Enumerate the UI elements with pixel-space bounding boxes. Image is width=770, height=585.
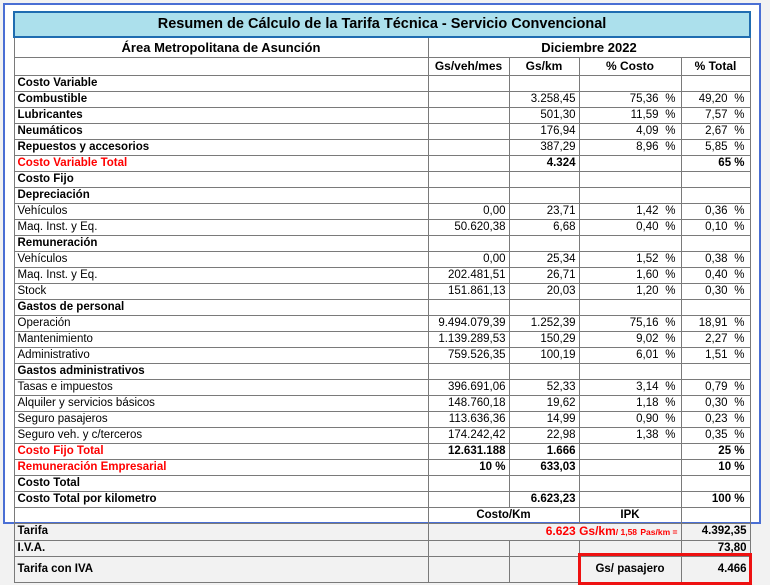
row-label: Seguro veh. y c/terceros [14, 427, 428, 443]
row-label: Vehículos [14, 203, 428, 219]
tarifa-value-red: 6.623 Gs/km [545, 523, 616, 538]
row-km: 4.324 [509, 155, 579, 171]
tarifa-label: Tarifa [14, 523, 428, 540]
row-label: Maq. Inst. y Eq. [14, 267, 428, 283]
table-row [14, 139, 750, 155]
row-pct-total: 0,35 % [681, 427, 750, 443]
tarifa-iva-unit: Gs/ pasajero [579, 556, 681, 582]
region-label: Área Metropolitana de Asunción [14, 37, 428, 57]
table-row [14, 315, 750, 331]
row-veh-mes [428, 107, 509, 123]
row-pct-total: 25 % [681, 443, 750, 459]
row-km: 1.666 [509, 443, 579, 459]
row-pct-total: 18,91 % [681, 315, 750, 331]
row-label: Tasas e impuestos [14, 379, 428, 395]
row-label: Costo Variable Total [14, 155, 428, 171]
row-pct-costo [579, 299, 681, 315]
row-label: Administrativo [14, 347, 428, 363]
table-row [14, 187, 750, 203]
row-veh-mes [428, 75, 509, 91]
tarifa-result: 4.392,35 [681, 523, 750, 540]
table-row [14, 75, 750, 91]
row-km: 6.623,23 [509, 491, 579, 507]
row-pct-costo [579, 363, 681, 379]
row-pct-costo: 11,59 % [579, 107, 681, 123]
row-pct-costo [579, 155, 681, 171]
tarifa-con-iva-row [14, 556, 750, 582]
table-row [14, 171, 750, 187]
row-label: Costo Fijo [14, 171, 428, 187]
column-header-pct-costo: % Costo [579, 57, 681, 75]
row-km [509, 475, 579, 491]
tarifa-iva-value: 4.466 [681, 556, 750, 582]
column-header-label [14, 57, 428, 75]
table-row [14, 347, 750, 363]
row-pct-total [681, 235, 750, 251]
row-pct-costo: 1,38 % [579, 427, 681, 443]
row-pct-costo [579, 187, 681, 203]
row-veh-mes [428, 491, 509, 507]
iva-blank-3 [579, 540, 681, 556]
row-pct-costo: 3,14 % [579, 379, 681, 395]
row-veh-mes: 0,00 [428, 251, 509, 267]
period-label: Diciembre 2022 [428, 37, 750, 57]
table-row [14, 251, 750, 267]
table-row [14, 427, 750, 443]
row-km: 23,71 [509, 203, 579, 219]
table-row [14, 363, 750, 379]
iva-row [14, 540, 750, 556]
row-pct-total: 0,79 % [681, 379, 750, 395]
table-row [14, 91, 750, 107]
row-label: Costo Total por kilometro [14, 491, 428, 507]
row-pct-total: 2,27 % [681, 331, 750, 347]
table-row [14, 395, 750, 411]
table-row [14, 283, 750, 299]
row-label: Costo Total [14, 475, 428, 491]
table-row [14, 475, 750, 491]
row-veh-mes [428, 155, 509, 171]
row-pct-total: 1,51 % [681, 347, 750, 363]
row-km: 3.258,45 [509, 91, 579, 107]
row-label: Alquiler y servicios básicos [14, 395, 428, 411]
row-pct-costo [579, 491, 681, 507]
row-label: Remuneración Empresarial [14, 459, 428, 475]
row-label: Costo Variable [14, 75, 428, 91]
row-label: Maq. Inst. y Eq. [14, 219, 428, 235]
row-pct-total [681, 475, 750, 491]
row-pct-costo: 75,16 % [579, 315, 681, 331]
tarifa-con-iva-label: Tarifa con IVA [14, 556, 428, 582]
row-veh-mes: 174.242,42 [428, 427, 509, 443]
row-km: 150,29 [509, 331, 579, 347]
row-pct-total: 5,85 % [681, 139, 750, 155]
row-pct-total: 49,20 % [681, 91, 750, 107]
table-row [14, 411, 750, 427]
table-row [14, 219, 750, 235]
row-veh-mes: 113.636,36 [428, 411, 509, 427]
row-km: 52,33 [509, 379, 579, 395]
row-pct-total: 0,40 % [681, 267, 750, 283]
row-km: 14,99 [509, 411, 579, 427]
row-pct-costo: 8,96 % [579, 139, 681, 155]
table-row [14, 155, 750, 171]
row-label: Stock [14, 283, 428, 299]
table-row [14, 443, 750, 459]
tarifa-iva-blank-1 [428, 556, 509, 582]
ipk-header: IPK [579, 507, 681, 523]
table-row [14, 267, 750, 283]
tarifa-formula [428, 523, 681, 540]
row-pct-total [681, 299, 750, 315]
row-pct-costo [579, 75, 681, 91]
row-pct-costo: 1,42 % [579, 203, 681, 219]
row-pct-costo: 75,36 % [579, 91, 681, 107]
iva-label: I.V.A. [14, 540, 428, 556]
page-title: Resumen de Cálculo de la Tarifa Técnica - Servicio Convencional [14, 12, 750, 37]
row-pct-total: 0,38 % [681, 251, 750, 267]
table-subheader-row [14, 37, 750, 57]
row-pct-total: 0,23 % [681, 411, 750, 427]
table-row [14, 379, 750, 395]
row-label: Depreciación [14, 187, 428, 203]
iva-value: 73,80 [681, 540, 750, 556]
table-row [14, 299, 750, 315]
row-pct-costo: 6,01 % [579, 347, 681, 363]
row-pct-total: 65 % [681, 155, 750, 171]
row-veh-mes: 759.526,35 [428, 347, 509, 363]
row-km [509, 171, 579, 187]
row-pct-costo: 0,40 % [579, 219, 681, 235]
row-veh-mes: 202.481,51 [428, 267, 509, 283]
row-veh-mes [428, 187, 509, 203]
table-row [14, 235, 750, 251]
row-pct-total: 10 % [681, 459, 750, 475]
row-pct-total [681, 171, 750, 187]
row-label: Gastos de personal [14, 299, 428, 315]
row-pct-costo [579, 235, 681, 251]
tariff-summary-table [13, 11, 751, 583]
row-label: Mantenimiento [14, 331, 428, 347]
row-pct-total [681, 75, 750, 91]
row-pct-costo [579, 443, 681, 459]
table-row [14, 331, 750, 347]
row-veh-mes: 0,00 [428, 203, 509, 219]
row-pct-total: 0,36 % [681, 203, 750, 219]
row-km [509, 187, 579, 203]
row-km [509, 363, 579, 379]
row-km: 6,68 [509, 219, 579, 235]
row-km: 26,71 [509, 267, 579, 283]
row-label: Seguro pasajeros [14, 411, 428, 427]
row-pct-total: 0,30 % [681, 283, 750, 299]
table-row [14, 491, 750, 507]
column-header-km: Gs/km [509, 57, 579, 75]
row-label: Combustible [14, 91, 428, 107]
row-label: Remuneración [14, 235, 428, 251]
row-veh-mes: 1.139.289,53 [428, 331, 509, 347]
row-label: Costo Fijo Total [14, 443, 428, 459]
row-km: 387,29 [509, 139, 579, 155]
footer-blank-cell [14, 507, 428, 523]
costo-km-header: Costo/Km [428, 507, 579, 523]
row-veh-mes [428, 171, 509, 187]
row-veh-mes: 12.631.188 [428, 443, 509, 459]
row-pct-total: 100 % [681, 491, 750, 507]
row-km [509, 235, 579, 251]
table-row [14, 107, 750, 123]
row-pct-costo: 0,90 % [579, 411, 681, 427]
row-pct-costo: 1,60 % [579, 267, 681, 283]
iva-blank-1 [428, 540, 509, 556]
row-veh-mes [428, 235, 509, 251]
row-km: 100,19 [509, 347, 579, 363]
row-pct-costo [579, 475, 681, 491]
row-pct-total: 7,57 % [681, 107, 750, 123]
row-label: Repuestos y accesorios [14, 139, 428, 155]
row-km: 19,62 [509, 395, 579, 411]
row-veh-mes: 148.760,18 [428, 395, 509, 411]
row-veh-mes [428, 299, 509, 315]
row-veh-mes: 10 % [428, 459, 509, 475]
row-pct-costo: 1,52 % [579, 251, 681, 267]
spreadsheet-frame [3, 3, 761, 575]
row-pct-total [681, 187, 750, 203]
column-header-row [14, 57, 750, 75]
row-km: 633,03 [509, 459, 579, 475]
iva-blank-2 [509, 540, 579, 556]
table-body [14, 12, 750, 507]
footer-blank-cell-2 [681, 507, 750, 523]
row-veh-mes: 9.494.079,39 [428, 315, 509, 331]
row-veh-mes [428, 363, 509, 379]
row-label: Vehículos [14, 251, 428, 267]
spreadsheet-inner [13, 11, 751, 575]
table-title-row [14, 12, 750, 37]
tarifa-iva-blank-2 [509, 556, 579, 582]
column-header-veh-mes: Gs/veh/mes [428, 57, 509, 75]
row-veh-mes [428, 139, 509, 155]
row-pct-costo: 1,20 % [579, 283, 681, 299]
row-km [509, 299, 579, 315]
row-pct-costo [579, 459, 681, 475]
column-header-pct-total: % Total [681, 57, 750, 75]
row-km: 20,03 [509, 283, 579, 299]
row-km: 22,98 [509, 427, 579, 443]
tarifa-divisor: / 1,58 [615, 526, 638, 537]
row-km: 1.252,39 [509, 315, 579, 331]
row-km [509, 75, 579, 91]
row-km: 501,30 [509, 107, 579, 123]
table-row [14, 459, 750, 475]
row-pct-total [681, 363, 750, 379]
row-veh-mes [428, 475, 509, 491]
row-pct-costo: 4,09 % [579, 123, 681, 139]
row-pct-total: 2,67 % [681, 123, 750, 139]
row-veh-mes [428, 123, 509, 139]
row-label: Lubricantes [14, 107, 428, 123]
row-pct-costo: 9,02 % [579, 331, 681, 347]
row-veh-mes: 50.620,38 [428, 219, 509, 235]
row-km: 25,34 [509, 251, 579, 267]
table-row [14, 203, 750, 219]
row-pct-costo [579, 171, 681, 187]
row-label: Gastos administrativos [14, 363, 428, 379]
row-veh-mes: 396.691,06 [428, 379, 509, 395]
table-row [14, 123, 750, 139]
tarifa-row [14, 523, 750, 540]
row-pct-costo: 1,18 % [579, 395, 681, 411]
row-pct-total: 0,30 % [681, 395, 750, 411]
footer-subheader-row [14, 507, 750, 523]
row-label: Operación [14, 315, 428, 331]
row-veh-mes: 151.861,13 [428, 283, 509, 299]
row-pct-total: 0,10 % [681, 219, 750, 235]
row-km: 176,94 [509, 123, 579, 139]
tarifa-unit: Pas/km = [640, 526, 678, 537]
row-label: Neumáticos [14, 123, 428, 139]
row-veh-mes [428, 91, 509, 107]
